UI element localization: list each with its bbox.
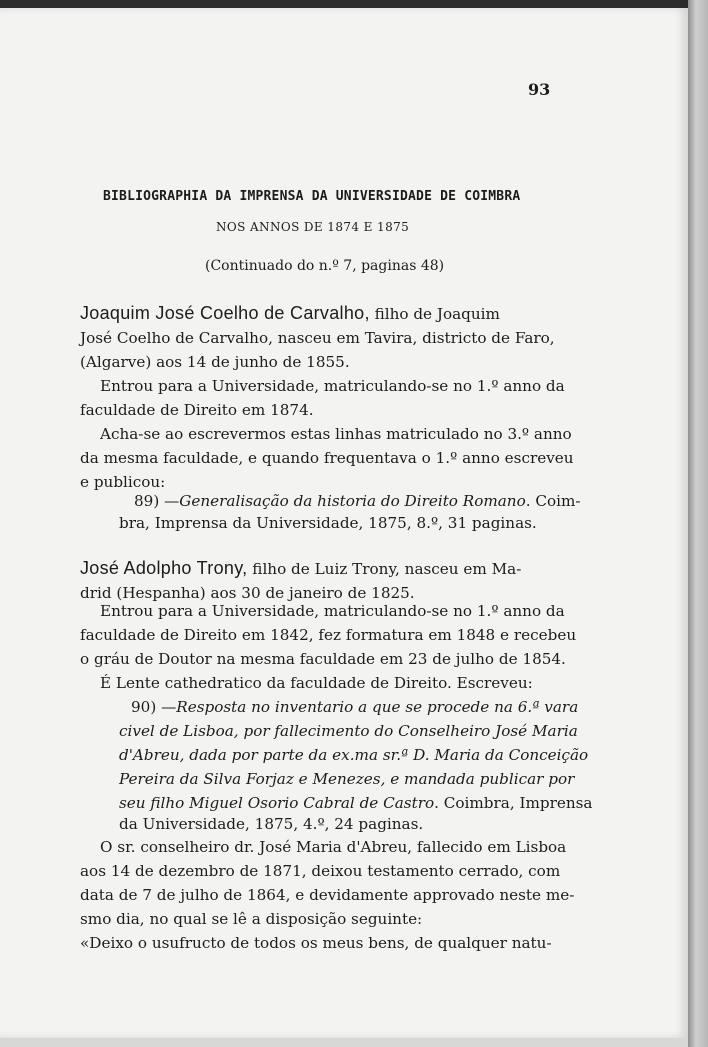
- author-name: José Adolpho Trony,: [80, 558, 248, 578]
- text-line: Pereira da Silva Forjaz e Menezes, e mandada publicar por: [119, 770, 575, 788]
- text-line: Entrou para a Universidade, matriculando-se no 1.º anno da: [100, 602, 565, 620]
- text-line: faculdade de Direito em 1842, fez formatura em 1848 e recebeu: [80, 626, 577, 644]
- work-title: Resposta no inventario a que se procede na 6.ª vara: [176, 698, 579, 716]
- text-line: José Adolpho Trony, filho de Luiz Trony, nasceu em Ma-: [80, 558, 522, 578]
- section-subtitle: NOS ANNOS DE 1874 E 1875: [216, 220, 410, 234]
- work-title: Generalisação da historia do Direito Romano: [179, 492, 526, 510]
- text-line: da Universidade, 1875, 4.º, 24 paginas.: [119, 815, 424, 833]
- page-number: 93: [528, 80, 551, 99]
- text-line: smo dia, no qual se lê a disposição seguinte:: [80, 910, 423, 928]
- text-line: o gráu de Doutor na mesma faculdade em 23 de julho de 1854.: [80, 650, 566, 668]
- text-line: faculdade de Direito em 1874.: [80, 401, 314, 419]
- text-line: seu filho Miguel Osorio Cabral de Castro. Coimbra, Imprensa: [119, 794, 593, 812]
- text-line: data de 7 de julho de 1864, e devidamente approvado neste me-: [80, 886, 575, 904]
- page-edge: [688, 0, 708, 1047]
- text-line: da mesma faculdade, e quando frequentava o 1.º anno escreveu: [80, 449, 574, 467]
- text-line: Joaquim José Coelho de Carvalho, filho de Joaquim: [80, 303, 500, 323]
- text-line: É Lente cathedratico da faculdade de Direito. Escreveu:: [100, 674, 533, 692]
- text-line: Entrou para a Universidade, matriculando-se no 1.º anno da: [100, 377, 565, 395]
- bibliography-entry: 90) —Resposta no inventario a que se procede na 6.ª vara: [131, 698, 579, 716]
- text-line: e publicou:: [80, 473, 166, 491]
- section-title: BIBLIOGRAPHIA DA IMPRENSA DA UNIVERSIDADE DE COIMBRA: [103, 189, 521, 204]
- author-name: Joaquim José Coelho de Carvalho,: [80, 303, 370, 323]
- text-line: O sr. conselheiro dr. José Maria d'Abreu, fallecido em Lisboa: [100, 838, 567, 856]
- continuation-note: (Continuado do n.º 7, paginas 48): [205, 258, 445, 274]
- text-line: bra, Imprensa da Universidade, 1875, 8.º, 31 paginas.: [119, 514, 537, 532]
- text-line: civel de Lisboa, por fallecimento do Conselheiro José Maria: [119, 722, 578, 740]
- bibliography-entry: 89) —Generalisação da historia do Direito Romano. Coim-: [134, 492, 581, 510]
- text-line: drid (Hespanha) aos 30 de janeiro de 1825.: [80, 584, 415, 602]
- text-line: d'Abreu, dada por parte da ex.ma sr.ª D. Maria da Conceição: [119, 746, 589, 764]
- text-line: José Coelho de Carvalho, nasceu em Tavira, districto de Faro,: [80, 329, 555, 347]
- text-line: Acha-se ao escrevermos estas linhas matriculado no 3.º anno: [100, 425, 572, 443]
- text-line: (Algarve) aos 14 de junho de 1855.: [80, 353, 350, 371]
- text-line: «Deixo o usufructo de todos os meus bens, de qualquer natu-: [80, 934, 552, 952]
- text-line: aos 14 de dezembro de 1871, deixou testamento cerrado, com: [80, 862, 561, 880]
